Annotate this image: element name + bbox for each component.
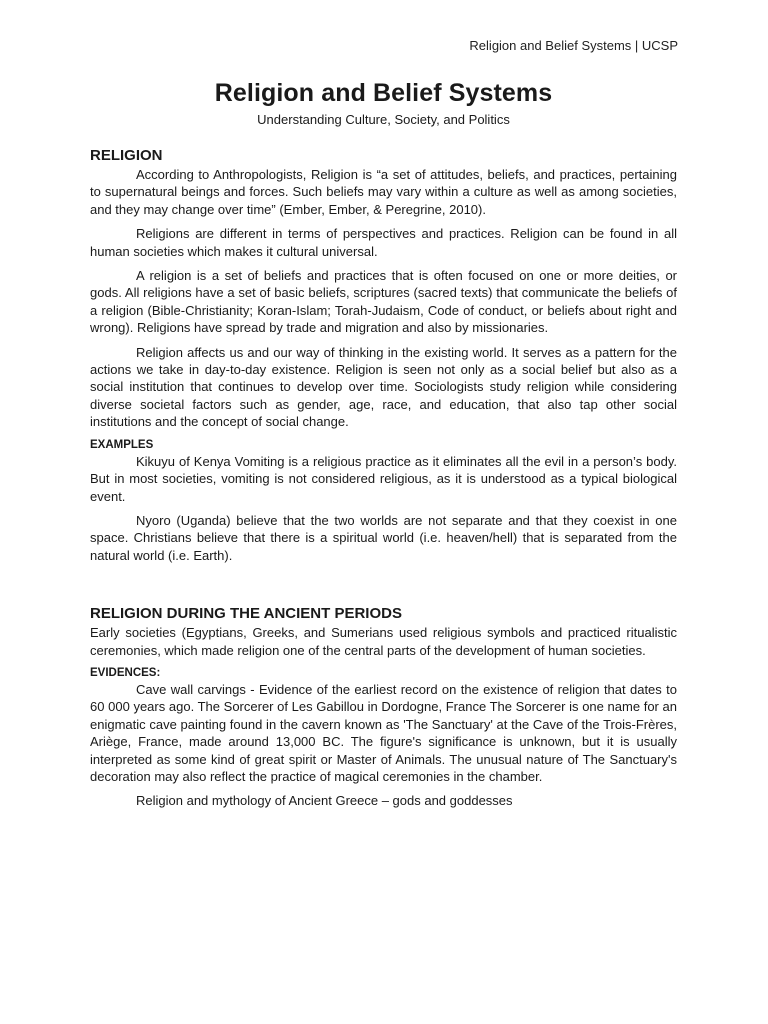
section-heading-religion: RELIGION (90, 147, 163, 164)
example-paragraph: Nyoro (Uganda) believe that the two worlds are not separate and that they coexist in one space. Christians believe that there is a spiritual world (i.e. heaven/hell) that is separated from the natural world (i.e. Earth). (90, 512, 677, 563)
document-body (90, 76, 677, 810)
paragraph: Religion affects us and our way of thinking in the existing world. It serves as a pattern for the actions we take in day-to-day existence. Religion is seen not only as a social belief but also as a social institution that continues to develop over time. Sociologists study religion while considering diverse societal factors such as gender, age, race, and education, that also tap other social institutions and the concept of social change. (90, 344, 677, 430)
subheading-evidences: EVIDENCES: (90, 666, 161, 679)
paragraph: Early societies (Egyptians, Greeks, and Sumerians used religious symbols and practiced ritualistic ceremonies, which made religion one of the central parts of the development of human societies. (90, 625, 677, 658)
paragraph: A religion is a set of beliefs and practices that is often focused on one or more deities, or gods. All religions have a set of basic beliefs, scriptures (sacred texts) that communicate the beliefs of a religion (Bible-Christianity; Koran-Islam; Torah-Judaism, Code of conduct, or beliefs about right and wrong). Religions have spread by trade and migration and also by missionaries. (90, 268, 677, 336)
evidence-paragraph: Cave wall carvings - Evidence of the earliest record on the existence of religion that dates to 60 000 years ago. The Sorcerer of Les Gabillou in Dordogne, France The Sorcerer is one name for an enigmatic cave painting found in the cavern known as 'The Sanctuary' at the Cave of the Trois-Frères, Ariège, France, made around 13,000 BC. The figure's significance is unknown, but it is usually interpreted as some kind of great spirit or Master of Animals. The unusual nature of The Sanctuary's decoration may also reflect the practice of magical ceremonies in the chamber. (90, 681, 677, 784)
page-subtitle: Understanding Culture, Society, and Politics (257, 112, 510, 127)
evidence-paragraph: Religion and mythology of Ancient Greece – gods and goddesses (136, 793, 513, 809)
example-paragraph: Kikuyu of Kenya Vomiting is a religious practice as it eliminates all the evil in a person’s body. But in most societies, vomiting is not considered religious, as it is understood as a typical biological event. (90, 453, 677, 504)
paragraph: According to Anthropologists, Religion is “a set of attitudes, beliefs, and practices, pertaining to supernatural beings and forces. Such beliefs may vary within a culture as well as among societies, and they may change over time” (Ember, Ember, & Peregrine, 2010). (90, 167, 677, 217)
page-title: Religion and Belief Systems (214, 79, 553, 107)
subheading-examples: EXAMPLES (90, 438, 154, 451)
paragraph: Religions are different in terms of perspectives and practices. Religion can be found in all human societies which makes it cultural universal. (90, 226, 677, 259)
running-header: Religion and Belief Systems | UCSP (469, 38, 678, 53)
section-heading-ancient-periods: RELIGION DURING THE ANCIENT PERIODS (90, 605, 402, 623)
